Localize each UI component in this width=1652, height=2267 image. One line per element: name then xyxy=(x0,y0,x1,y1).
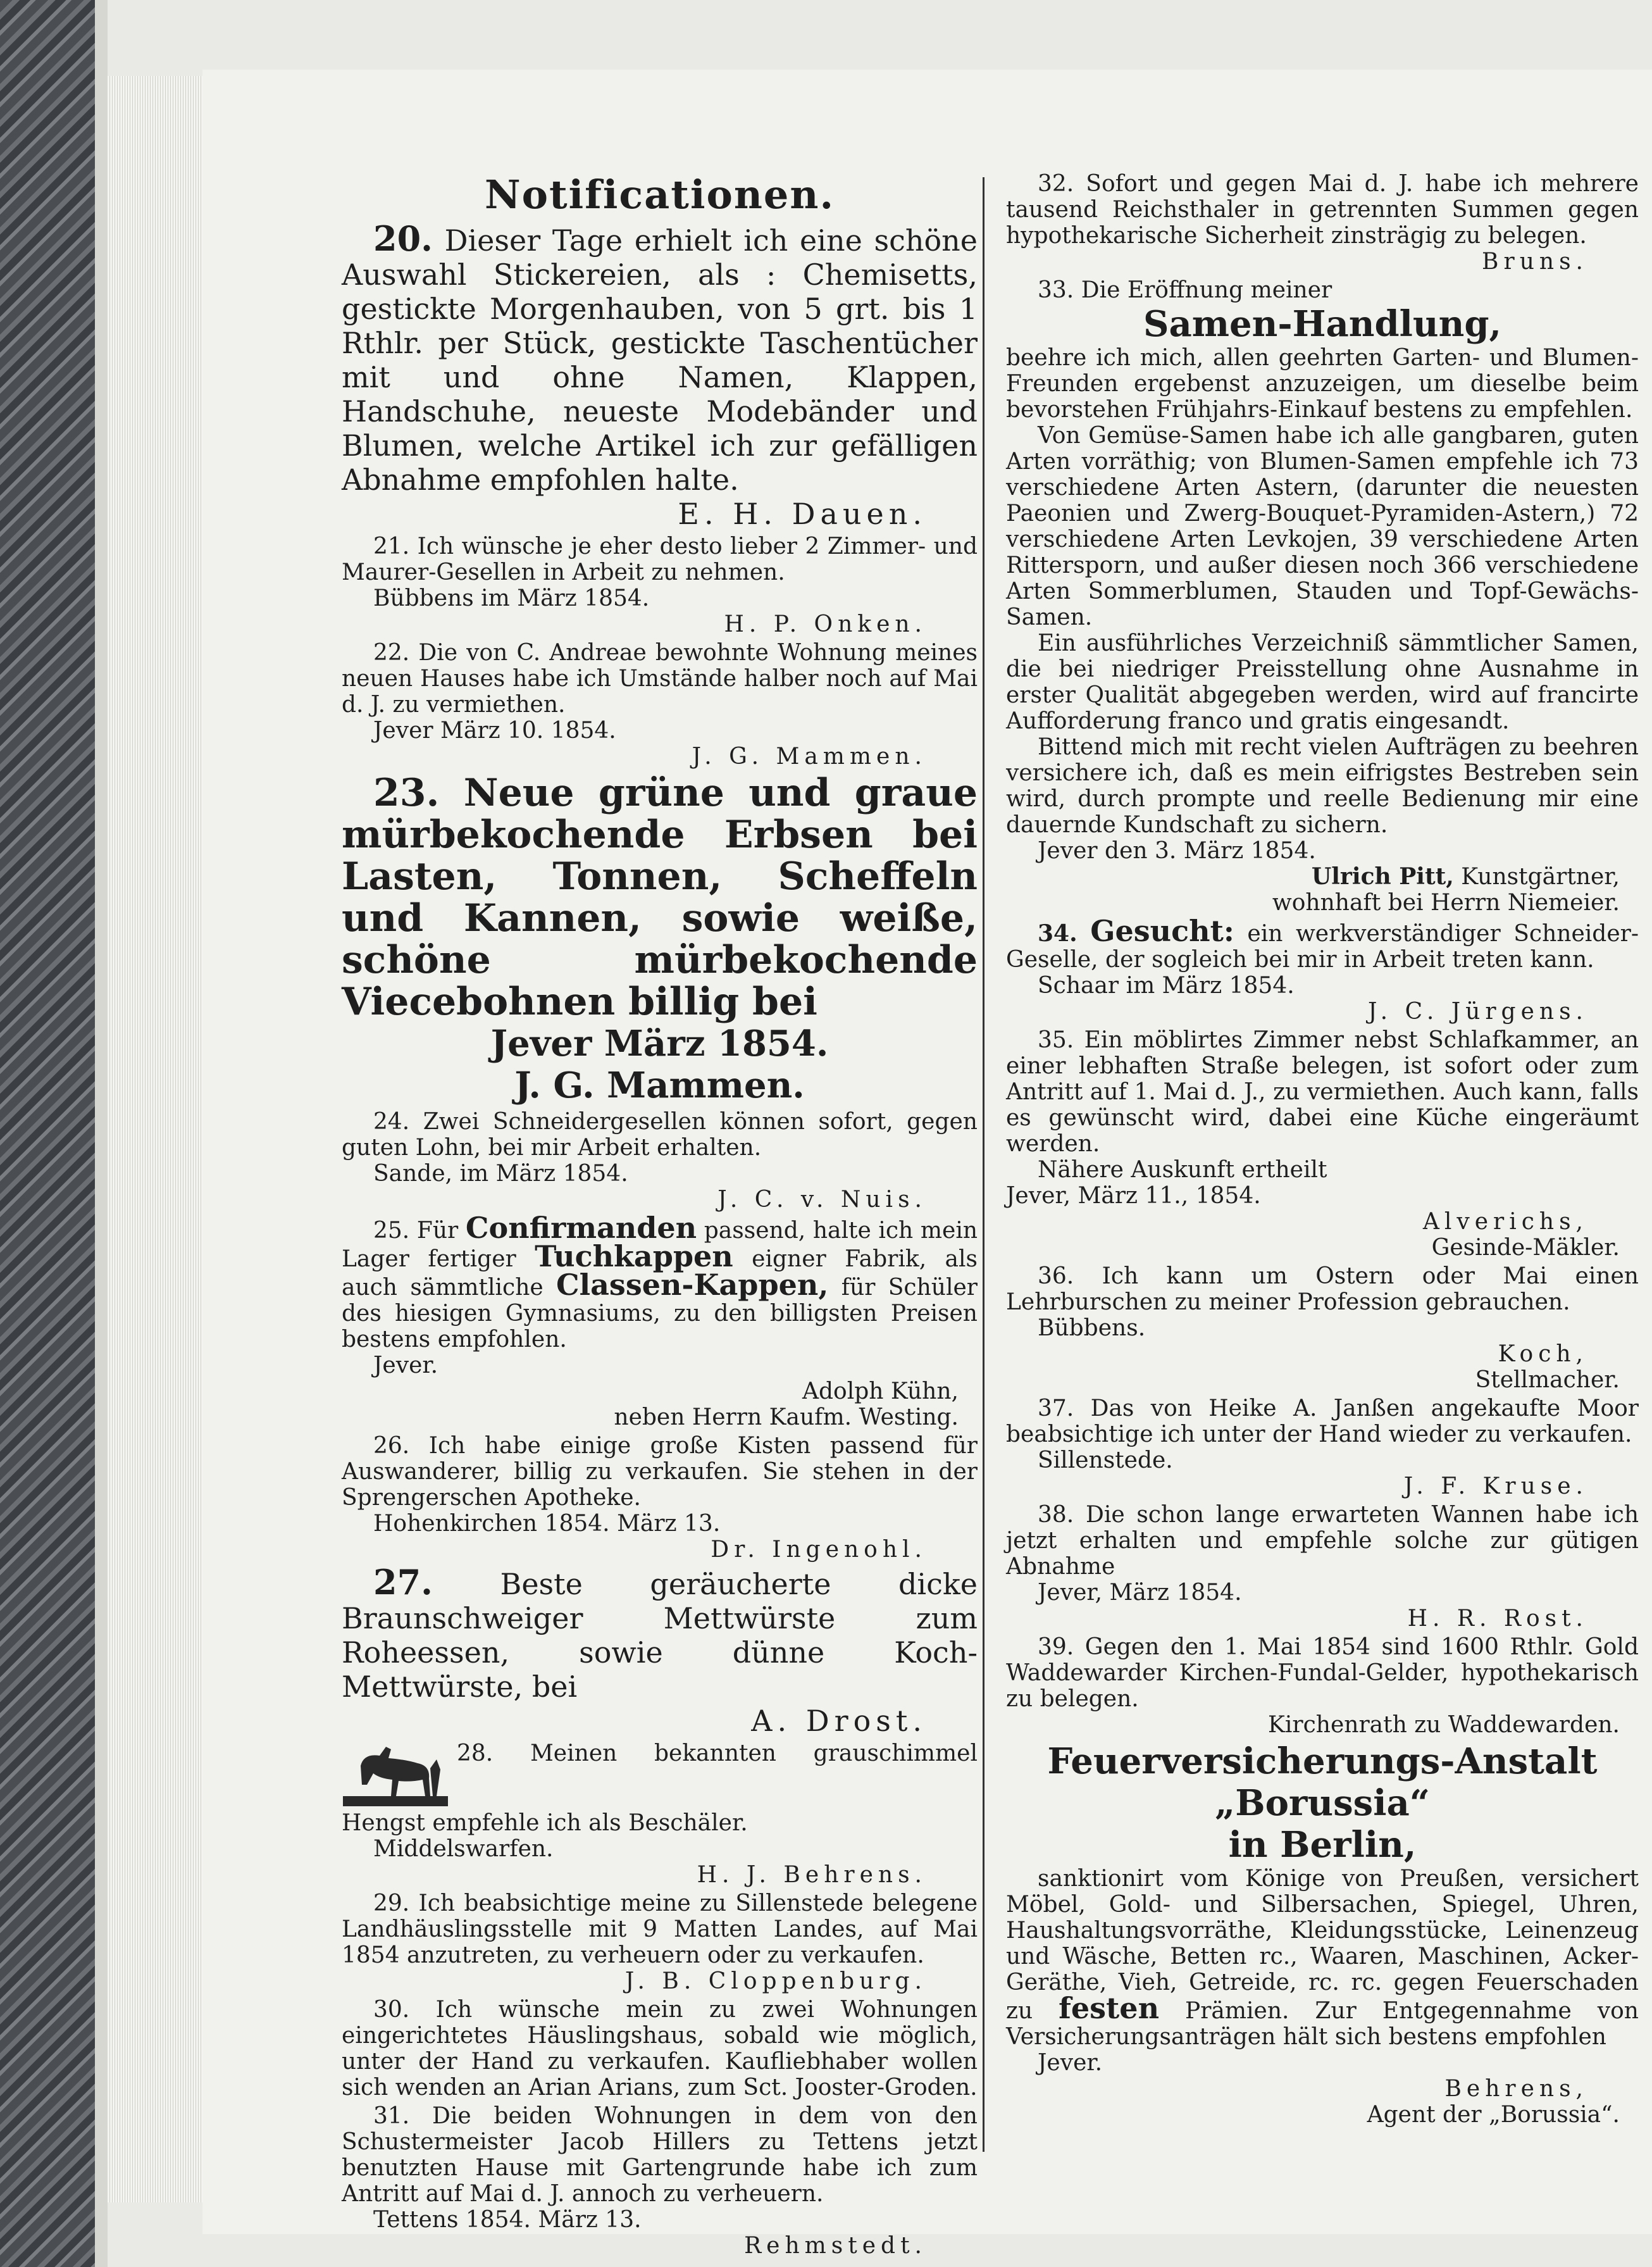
ad-33 xyxy=(1006,277,1639,916)
ad-23 xyxy=(342,772,978,1106)
ad-28-text: 28. Meinen bekannten grauschimmel Hengst empfehle ich als Beschäler. xyxy=(342,1740,978,1836)
ad-26-location: Hohenkirchen 1854. März 13. xyxy=(373,1511,721,1537)
ad-35-signature: Alverichs, xyxy=(1422,1209,1588,1235)
ad-34-location: Schaar im März 1854. xyxy=(1038,973,1295,999)
ad-25-text-a: 25. Für xyxy=(373,1218,459,1244)
ad-35 xyxy=(1006,1027,1639,1261)
ad-31-location: Tettens 1854. März 13. xyxy=(373,2207,642,2233)
ad-37-location: Sillenstede. xyxy=(1038,1447,1173,1473)
ad-28 xyxy=(342,1740,978,1888)
ad-33-p4: Bittend mich mit recht vielen Aufträgen zu beehren versichere ich, daß es mein eifrigstes Bestreben sein wird, durch prompte und reelle Bedienung mir eine dauernde Kundschaft zu sichern. xyxy=(1006,734,1639,838)
ad-37-signature: J. F. Kruse. xyxy=(1403,1473,1588,1499)
ad-22-signature: J. G. Mammen. xyxy=(692,744,927,770)
ad-36-location: Bübbens. xyxy=(1038,1315,1146,1341)
feuer-signature-2: Agent der „Borussia“. xyxy=(1367,2102,1620,2128)
ad-33-p1: beehre ich mich, allen geehrten Garten- und Blumen-Freunden ergebenst anzuzeigen, um dieselbe beim bevorstehen Frühjahrs-Einkauf bestens zu empfehlen. xyxy=(1006,345,1639,423)
ad-35-line2: Nähere Auskunft ertheilt xyxy=(1038,1157,1327,1183)
ad-33-location: Jever den 3. März 1854. xyxy=(1038,838,1316,864)
ad-33-intro: 33. Die Eröffnung meiner xyxy=(1038,277,1332,303)
ad-32 xyxy=(1006,171,1639,275)
ad-32-text: 32. Sofort und gegen Mai d. J. habe ich mehrere tausend Reichsthaler in getrennten Summen gegen hypothekarische Sicherheit zinsträgig zu belegen. xyxy=(1006,171,1639,249)
newspaper-page xyxy=(202,70,1652,2259)
page-edges xyxy=(108,76,202,2202)
feuer-p2: Prämien. Zur Entgegennahme von Versicherungsanträgen hält sich bestens empfohlen xyxy=(1006,1998,1639,2050)
ad-27 xyxy=(342,1562,978,1738)
ad-33-signature-2: wohnhaft bei Herrn Niemeier. xyxy=(1272,890,1620,916)
ad-23-signature: J. G. Mammen. xyxy=(514,1065,805,1106)
ad-34 xyxy=(1006,914,1639,1025)
ad-34-text: ein werkverständiger Schneider-Geselle, der sogleich bei mir in Arbeit treten kann. xyxy=(1006,921,1639,973)
ad-27-signature: A. Drost. xyxy=(751,1704,927,1738)
feuer-festen: festen xyxy=(1059,1991,1160,2025)
ad-26-text: 26. Ich habe einige große Kisten passend für Auswanderer, billig zu verkaufen. Sie stehen in der Sprengerschen Apotheke. xyxy=(342,1433,978,1511)
ad-25-text-b: passend, halte ich mein Lager fertiger xyxy=(342,1218,978,1272)
ad-25-signature-2: neben Herrn Kaufm. Westing. xyxy=(614,1404,959,1430)
ad-30 xyxy=(342,1997,978,2101)
ad-21-signature: H. P. Onken. xyxy=(724,611,927,637)
ad-34-gesucht: Gesucht: xyxy=(1090,914,1234,948)
ad-27-text: Beste geräucherte dicke Braunschweiger Mettwürste zum Roheessen, sowie dünne Koch-Mettwürste, bei xyxy=(342,1567,978,1704)
ad-33-signature-role: Kunstgärtner, xyxy=(1461,864,1620,890)
ad-31-text: 31. Die beiden Wohnungen in dem von den Schustermeister Jacob Hillers zu Tettens jetzt benutzten Hause mit Gartengrunde habe ich zum Antritt auf Mai d. J. annoch zu verheuern. xyxy=(342,2103,978,2207)
ad-20-text: Dieser Tage erhielt ich eine schöne Auswahl Stickereien, als : Chemisetts, gestickte Morgenhauben, von 5 grt. bis 1 Rthlr. per Stück, gestickte Taschentücher mit und ohne Namen, Klappen, Handschuhe, neueste Modebänder und Blumen, welche Artikel ich zur gefälligen Abnahme empfohlen halte. xyxy=(342,223,978,497)
ad-39-signature: Kirchenrath zu Waddewarden. xyxy=(1267,1712,1620,1738)
ad-38 xyxy=(1006,1502,1639,1632)
ad-29-text: 29. Ich beabsichtige meine zu Sillenstede belegene Landhäuslingsstelle mit 9 Matten Landes, auf Mai 1854 anzutreten, zu verheuern oder zu verkaufen. xyxy=(342,1890,978,1968)
ad-28-signature: H. J. Behrens. xyxy=(697,1862,927,1888)
ad-29 xyxy=(342,1890,978,1994)
ad-34-signature: J. C. Jürgens. xyxy=(1368,999,1588,1025)
ad-23-text: 23. Neue grüne und graue mürbekochende Erbsen bei Lasten, Tonnen, Scheffeln und Kannen, sowie weiße, schöne mürbekochende Viecebohnen billig bei xyxy=(342,771,978,1024)
ad-24-location: Sande, im März 1854. xyxy=(373,1161,628,1187)
ad-35-location: Jever, März 11., 1854. xyxy=(1006,1183,1261,1209)
ad-22-location: Jever März 10. 1854. xyxy=(373,718,616,744)
feuer-signature: Behrens, xyxy=(1444,2076,1588,2102)
ad-36-text: 36. Ich kann um Ostern oder Mai einen Lehrburschen zu meiner Profession gebrauchen. xyxy=(1006,1263,1639,1315)
ad-25-location: Jever. xyxy=(373,1352,438,1378)
ad-25-classen-kappen: Classen-Kappen, xyxy=(556,1268,829,1302)
ad-28-location: Middelswarfen. xyxy=(373,1836,554,1862)
section-heading: Notificationen. xyxy=(484,172,835,218)
ad-29-signature: J. B. Cloppenburg. xyxy=(624,1968,927,1994)
feuer-location: Jever. xyxy=(1038,2050,1103,2076)
feuer-title-2: in Berlin, xyxy=(1228,1824,1417,1866)
ad-26-signature: Dr. Ingenohl. xyxy=(711,1537,927,1563)
ad-26 xyxy=(342,1433,978,1563)
ad-25-tuchkappen: Tuchkappen xyxy=(535,1239,733,1273)
marbled-cover xyxy=(0,0,95,2267)
ad-33-p2: Von Gemüse-Samen habe ich alle gangbaren, guten Arten vorräthig; von Blumen-Samen empfehle ich 73 verschiedene Arten Astern, (darunter die neuesten Paeonien und Zwerg-Bouquet-Pyramiden-Astern,) 72 verschiedene Arten Levkojen, 39 verschiedene Arten Rittersporn, und außer diesen noch 366 verschiedene Arten Sommerblumen, Stauden und Topf-Gewächs-Samen. xyxy=(1006,423,1639,630)
ad-25-text-d: für Schüler des hiesigen Gymnasiums, zu den billigsten Preisen bestens empfohlen. xyxy=(342,1275,978,1352)
feuer-title: Feuerversicherungs-Anstalt „Borussia“ xyxy=(1047,1740,1598,1824)
left-column xyxy=(342,171,978,2261)
ad-39 xyxy=(1006,1634,1639,1738)
ad-24-signature: J. C. v. Nuis. xyxy=(717,1187,927,1213)
ad-37-text: 37. Das von Heike A. Janßen angekaufte Moor beabsichtige ich unter der Hand wieder zu verkaufen. xyxy=(1006,1396,1639,1447)
ad-23-location: Jever März 1854. xyxy=(490,1023,829,1065)
ad-36-signature-2: Stellmacher. xyxy=(1475,1367,1620,1393)
ad-38-signature: H. R. Rost. xyxy=(1407,1606,1588,1632)
ad-34-number: 34. xyxy=(1038,920,1078,947)
ad-22 xyxy=(342,640,978,770)
ad-33-title: Samen-Handlung, xyxy=(1143,303,1501,345)
cover-edge xyxy=(95,0,108,2267)
ad-25-confirmanden: Confirmanden xyxy=(465,1211,697,1245)
ad-22-text: 22. Die von C. Andreae bewohnte Wohnung meines neuen Hauses habe ich Umstände halber noch auf Mai d. J. zu vermiethen. xyxy=(342,640,978,718)
ad-33-signature: Ulrich Pitt, xyxy=(1311,863,1454,890)
ad-25-text-c: eigner Fabrik, als auch sämmtliche xyxy=(342,1246,978,1301)
ad-24-text: 24. Zwei Schneidergesellen können sofort, gegen guten Lohn, bei mir Arbeit erhalten. xyxy=(342,1109,978,1161)
ad-33-p3: Ein ausführliches Verzeichniß sämmtlicher Samen, die bei niedriger Preisstellung ohne Ausnahme in erster Qualität abgegeben werden, wird auf francirte Aufforderung franco und gratis eingesandt. xyxy=(1006,630,1639,734)
ad-27-number: 27. xyxy=(373,1562,433,1602)
ad-20-signature: E. H. Dauen. xyxy=(678,497,927,531)
column-divider xyxy=(983,177,984,2152)
ad-feuerversicherung xyxy=(1006,1740,1639,2128)
ad-21-text: 21. Ich wünsche je eher desto lieber 2 Zimmer- und Maurer-Gesellen in Arbeit zu nehmen. xyxy=(342,534,978,585)
ad-20-number: 20. xyxy=(373,218,433,259)
right-column xyxy=(1006,171,1639,2130)
ad-25 xyxy=(342,1211,978,1430)
ad-30-text: 30. Ich wünsche mein zu zwei Wohnungen eingerichtetes Häuslingshaus, sobald wie möglich, unter der Hand zu verkaufen. Kaufliebhaber wollen sich wenden an Arian Arians, zum Sct. Jooster-Groden. xyxy=(342,1997,978,2101)
ad-37 xyxy=(1006,1396,1639,1499)
ad-20 xyxy=(342,218,978,531)
feuer-p1: sanktionirt vom Könige von Preußen, versichert Möbel, Gold- und Silbersachen, Spiegel, Uhren, Haushaltungsvorräthe, Kleidungsstücke, Leinenzeug und Wäsche, Betten rc., Waaren, Maschinen, Acker-Geräthe, Vieh, Getreide, rc. rc. gegen Feuerschaden zu xyxy=(1006,1866,1639,2024)
ad-25-signature: Adolph Kühn, xyxy=(802,1378,959,1404)
ad-39-text: 39. Gegen den 1. Mai 1854 sind 1600 Rthlr. Gold Waddewarder Kirchen-Fundal-Gelder, hypothekarisch zu belegen. xyxy=(1006,1634,1639,1712)
ad-32-signature: Bruns. xyxy=(1482,249,1588,275)
ad-31-signature: Rehmstedt. xyxy=(744,2233,927,2259)
horse-icon xyxy=(342,1740,449,1810)
ad-38-location: Jever, März 1854. xyxy=(1038,1580,1242,1606)
ad-21-location: Bübbens im März 1854. xyxy=(373,585,650,611)
ad-24 xyxy=(342,1109,978,1213)
ad-36-signature: Koch, xyxy=(1498,1341,1588,1367)
ad-35-text: 35. Ein möblirtes Zimmer nebst Schlafkammer, an einer lebhaften Straße belegen, ist sofort oder zum Antritt auf 1. Mai d. J., zu vermiethen. Auch kann, falls es gewünscht wird, dabei eine Küche eingeräumt werden. xyxy=(1006,1027,1639,1157)
ad-21 xyxy=(342,534,978,637)
ad-31 xyxy=(342,2103,978,2259)
ad-38-text: 38. Die schon lange erwarteten Wannen habe ich jetzt erhalten und empfehle solche zur gütigen Abnahme xyxy=(1006,1502,1639,1580)
ad-36 xyxy=(1006,1263,1639,1393)
ad-35-signature-2: Gesinde-Mäkler. xyxy=(1431,1235,1620,1261)
